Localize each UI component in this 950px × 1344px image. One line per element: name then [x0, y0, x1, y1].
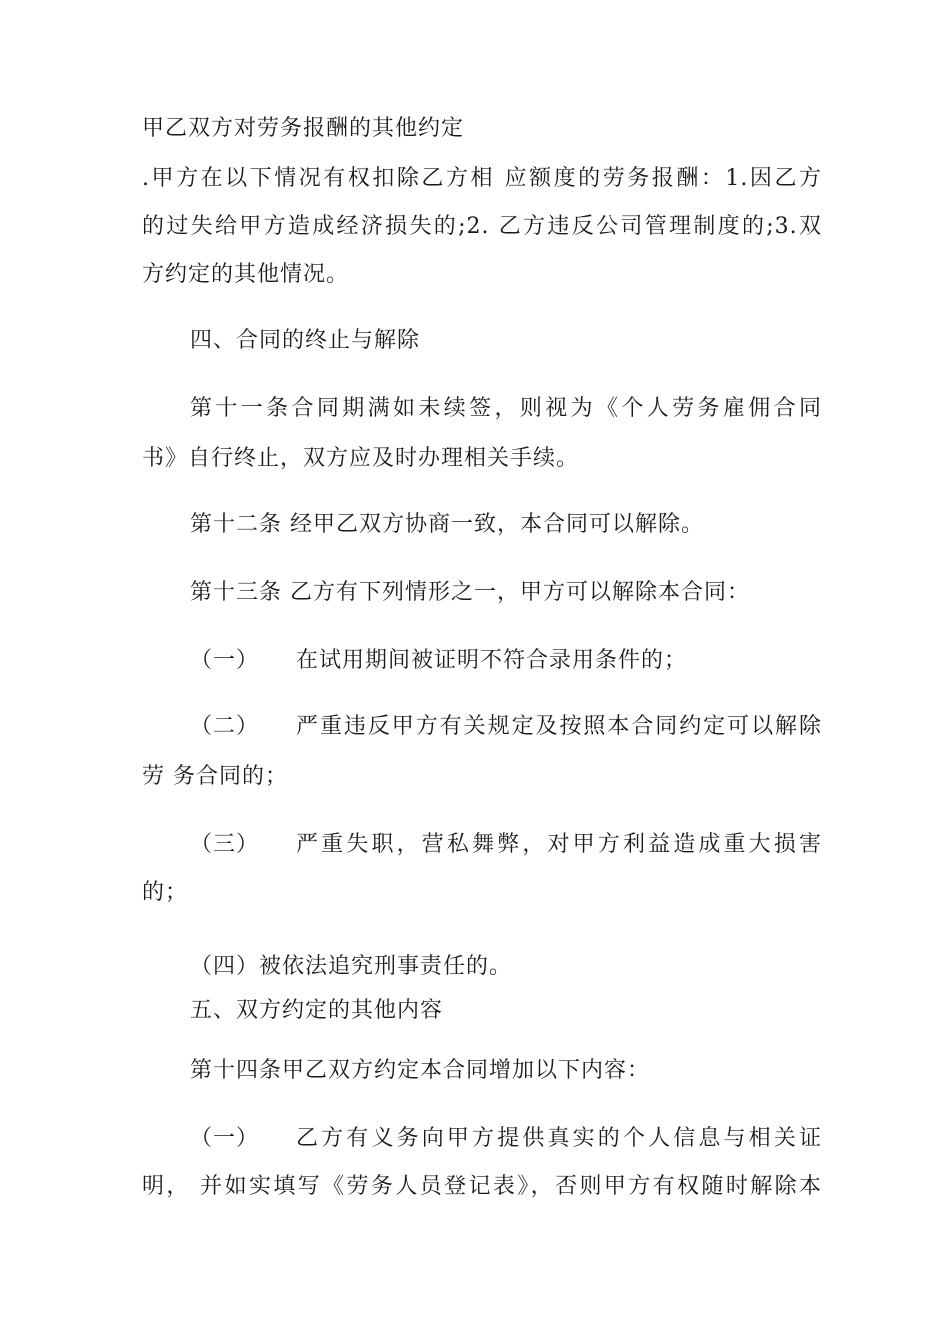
article-13-item-3-continuation: 的； — [142, 880, 189, 905]
article-13-item-4: （四）被依法追究刑事责任的。 — [190, 954, 513, 979]
article-13: 第十三条 乙方有下列情形之一，甲方可以解除本合同： — [190, 580, 750, 605]
article-13-item-3-text: 严重失职，营私舞弊，对甲方利益造成重大损害 — [296, 832, 822, 857]
section-5-title: 五、双方约定的其他内容 — [190, 998, 444, 1023]
article-11-line-1: 第十一条合同期满如未续签，则视为《个人劳务雇佣合同 — [190, 396, 822, 421]
article-14-item-1-number: （一） — [190, 1126, 260, 1151]
article-11-line-2: 书》自行终止，双方应及时办理相关手续。 — [142, 446, 580, 471]
remuneration-line-1: .甲方在以下情况有权扣除乙方相 应额度的劳务报酬：1.因乙方 — [142, 166, 822, 191]
article-14-item-1-continuation: 明， 并如实填写《劳务人员登记表》，否则甲方有权随时解除本 — [142, 1174, 822, 1199]
article-13-item-3-number: （三） — [190, 832, 260, 857]
section-4-title: 四、合同的终止与解除 — [190, 328, 421, 353]
article-14: 第十四条甲乙双方约定本合同增加以下内容： — [190, 1058, 651, 1083]
article-13-item-2-text: 严重违反甲方有关规定及按照本合同约定可以解除 — [296, 714, 822, 739]
remuneration-line-3: 方约定的其他情况。 — [142, 262, 350, 287]
article-13-item-1-number: （一） — [190, 648, 260, 673]
article-13-item-2-number: （二） — [190, 714, 260, 739]
remuneration-line-2: 的过失给甲方造成经济损失的;2. 乙方违反公司管理制度的;3.双 — [142, 214, 822, 239]
remuneration-heading: 甲乙双方对劳务报酬的其他约定 — [142, 116, 465, 141]
article-12: 第十二条 经甲乙双方协商一致，本合同可以解除。 — [190, 512, 704, 537]
article-14-item-1-text: 乙方有义务向甲方提供真实的个人信息与相关证 — [296, 1126, 822, 1151]
article-13-item-1-text: 在试用期间被证明不符合录用条件的； — [296, 648, 688, 673]
article-13-item-2-continuation: 劳 务合同的； — [142, 764, 288, 789]
